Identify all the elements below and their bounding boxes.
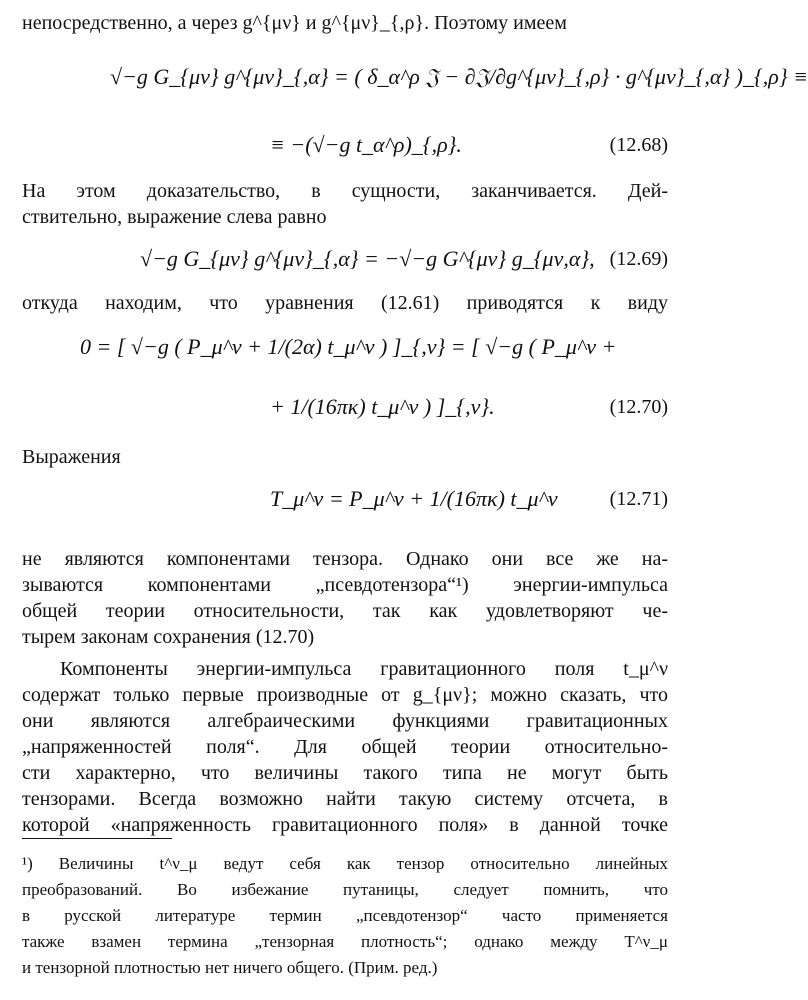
text-line: Выражения [22,446,121,468]
text-line: они являются алгебраическими функциями гравитационных [22,710,668,732]
text-line: ствительно, выражение слева равно [22,206,327,228]
text-line: Компоненты энергии-импульса гравитационного поля t_μ^ν [60,658,668,680]
text-line: которой «напряженность гравитационного поля» в данной точке [22,814,668,836]
text-line: тензорами. Всегда возможно найти такую систему отсчета, в [22,788,668,810]
text-line: общей теории относительности, так как удовлетворяют че- [22,600,668,622]
text-line: „напряженностей поля“. Для общей теории относительно- [22,736,668,758]
equation-12-68-part1: √−g G_{μν} g^{μν}_{,α} = ( δ_α^ρ 𝔍 − ∂𝔍/∂g^{μν}_{,ρ} · g^{μν}_{,α} )_{,ρ} ≡ [110,64,808,89]
text-line: На этом доказательство, в сущности, заканчивается. Дей- [22,180,668,202]
footnote-line: преобразований. Во избежание путаницы, следует помнить, что [22,880,668,899]
footnote-line: ¹) Величины t^ν_μ ведут себя как тензор относительно линейных [22,854,668,873]
text-line: зываются компонентами „псевдотензора“¹) энергии-импульса [22,574,668,596]
text-line: сти характерно, что величины такого типа не могут быть [22,762,668,784]
text-line: непосредственно, а через g^{μν} и g^{μν}_{,ρ}. Поэтому имеем [22,12,567,34]
text-line: содержат только первые производные от g_{μν}; можно сказать, что [22,684,668,706]
equation-12-70-part1: 0 = [ √−g ( P_μ^ν + 1/(2α) t_μ^ν ) ]_{,ν} = [ √−g ( P_μ^ν + [80,334,617,359]
equation-number-12-69: (12.69) [609,248,668,270]
text-line: откуда находим, что уравнения (12.61) приводятся к виду [22,292,668,314]
text-line: не являются компонентами тензора. Однако они все же на- [22,548,668,570]
footnote-separator [22,838,172,839]
footnote-line: и тензорной плотностью нет ничего общего. (Прим. ред.) [22,958,438,977]
equation-number-12-68: (12.68) [609,134,668,156]
equation-12-68-part2: ≡ −(√−g t_α^ρ)_{,ρ}. [270,132,462,157]
equation-12-69: √−g G_{μν} g^{μν}_{,α} = −√−g G^{μν} g_{μν,α}, [140,246,595,271]
equation-number-12-71: (12.71) [609,488,668,510]
equation-number-12-70: (12.70) [609,396,668,418]
text-line: тырем законам сохранения (12.70) [22,626,315,648]
footnote-line: в русской литературе термин „псевдотензор“ часто применяется [22,906,668,925]
footnote-line: также взамен термина „тензорная плотность“; однако между T^ν_μ [22,932,668,951]
equation-12-70-part2: + 1/(16πκ) t_μ^ν ) ]_{,ν}. [270,394,495,419]
equation-12-71: T_μ^ν = P_μ^ν + 1/(16πκ) t_μ^ν [270,486,558,511]
